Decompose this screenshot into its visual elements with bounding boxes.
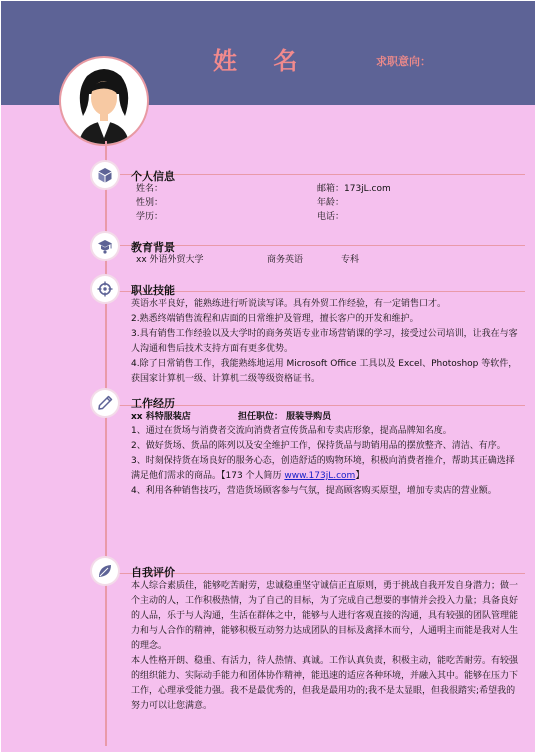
crosshair-icon bbox=[97, 281, 113, 297]
skill-item: 2.熟悉终端销售流程和店面的日常维护及管理，擅长客户的开发和维护。 bbox=[131, 314, 419, 324]
resume-name: 姓 名 bbox=[213, 47, 312, 75]
work-title: 工作经历 bbox=[131, 397, 175, 410]
woman-avatar-icon bbox=[61, 58, 147, 144]
phone-field-label: 电话： bbox=[317, 212, 345, 222]
link-prefix: 【173 个人简历 bbox=[221, 471, 285, 481]
website-link[interactable]: www.173jL.com bbox=[284, 471, 356, 481]
work-node bbox=[92, 390, 118, 416]
work-duties bbox=[131, 424, 519, 499]
avatar bbox=[59, 56, 149, 146]
name-field-label: 姓名： bbox=[136, 184, 164, 194]
job-intention-label: 求职意向： bbox=[376, 55, 431, 68]
major-name: 商务英语 bbox=[267, 255, 304, 265]
gender-field-label: 性别： bbox=[136, 198, 164, 208]
self-eval-node bbox=[92, 558, 118, 584]
self-eval-title: 自我评价 bbox=[131, 566, 175, 579]
timeline-line bbox=[105, 141, 107, 746]
self-eval-text bbox=[131, 579, 519, 714]
personal-info-title: 个人信息 bbox=[131, 170, 175, 183]
duty-text: 3、时刻保持货在场良好的服务心态，创造舒适的购物环境，积极向消费者推介，帮助其正确选择满足他们需求的商品。 bbox=[131, 456, 515, 481]
skills-list bbox=[131, 297, 519, 387]
skills-title: 职业技能 bbox=[131, 284, 175, 297]
company-name: xx 科特服装店 bbox=[131, 412, 191, 422]
education-node bbox=[92, 233, 118, 259]
cube-icon bbox=[97, 167, 113, 183]
graduation-cap-icon bbox=[97, 238, 113, 254]
skills-node bbox=[92, 276, 118, 302]
education-field-label: 学历： bbox=[136, 212, 164, 222]
education-title: 教育背景 bbox=[131, 241, 175, 254]
skill-item: 4.除了日常销售工作，我能熟练地运用 Microsoft Office 工具以及 Excel、Photoshop 等软件，获国家计算机一级、计算机二级等级资格证书。 bbox=[131, 359, 518, 384]
duty-item: 2、做好货场、货品的陈列以及安全维护工作，保持货品与助销用品的摆放整齐、清洁、有序。 bbox=[131, 441, 506, 451]
school-name: xx 外语外贸大学 bbox=[136, 255, 204, 265]
duty-item bbox=[131, 454, 519, 484]
link-suffix: 】 bbox=[355, 471, 365, 481]
age-field-label: 年龄： bbox=[317, 198, 345, 208]
self-eval-paragraph: 本人性格开朗、稳重、有活力，待人热情、真诚。工作认真负责，积极主动，能吃苦耐劳。有较强的组织能力、实际动手能力和团体协作精神，能迅速的适应各种环境，并融入其中。能够在压力下工作，心理承受能力强。我不是最优秀的，但我是最用功的;我不是太显眼，但我很踏实;希望我的努力可以让您满意。 bbox=[131, 656, 519, 711]
personal-info-node bbox=[92, 162, 118, 188]
degree-name: 专科 bbox=[341, 255, 360, 265]
duty-item: 1、通过在货场与消费者交流向消费者宣传货品和专卖店形象，提高品牌知名度。 bbox=[131, 426, 452, 436]
email-field: 邮箱：173jL.com bbox=[317, 184, 391, 194]
pencil-icon bbox=[97, 395, 113, 411]
self-eval-paragraph: 本人综合素质佳，能够吃苦耐劳，忠诚稳重坚守诚信正直原则，勇于挑战自我开发自身潜力；做一个主动的人，工作积极热情，为了自己的目标，为了完成自己想要的事情并会投入力量；具备良好的人品，乐于与人沟通，生活在群体之中，能够与人进行客观直接的沟通，具有较强的团队管理能力和与人合作的精神，能够积极互动努力达成团队的目标及禽择木而兮，人通明主而能是我对人生的理念。 bbox=[131, 581, 519, 651]
position-info: 担任职位： 服装导购员 bbox=[238, 412, 332, 422]
skill-item: 英语水平良好，能熟练进行听说读写译。具有外贸工作经验，有一定销售口才。 bbox=[131, 299, 447, 309]
duty-item: 4、利用各种销售技巧，营造货场顾客参与气氛，提高顾客购买原望，增加专卖店的营业额。 bbox=[131, 486, 497, 496]
resume-page bbox=[1, 1, 535, 752]
leaf-icon bbox=[97, 563, 113, 579]
skill-item: 3.具有销售工作经验以及大学时的商务英语专业市场营销课的学习，接受过公司培训，让我在与客人沟通和售后技术支持方面有更多优势。 bbox=[131, 329, 518, 354]
